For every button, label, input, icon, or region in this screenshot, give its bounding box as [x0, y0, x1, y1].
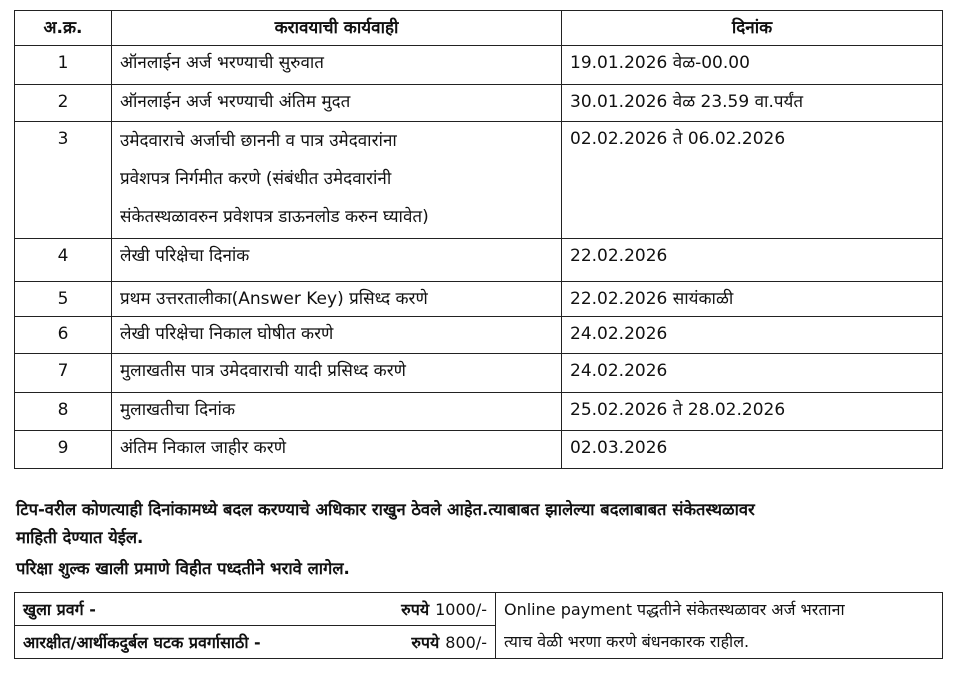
schedule-header-row — [15, 11, 943, 46]
row-number: 4 — [15, 239, 112, 282]
row-number: 7 — [15, 354, 112, 393]
fee-category-label: खुला प्रवर्ग - — [23, 600, 96, 619]
row-date: 30.01.2026 वेळ 23.59 वा.पर्यंत — [562, 85, 943, 122]
payment-line: त्याच वेळी भरणा करणे बंधनकारक राहील. — [504, 631, 750, 651]
row-number: 8 — [15, 393, 112, 431]
row-action: मुलाखतीस पात्र उमेदवाराची यादी प्रसिध्द करणे — [112, 354, 562, 393]
header-action: करावयाची कार्यवाही — [112, 11, 562, 46]
row-action: प्रथम उत्तरतालीका(Answer Key) प्रसिध्द करणे — [112, 282, 562, 317]
schedule-table — [14, 10, 943, 469]
row-action: लेखी परिक्षेचा निकाल घोषीत करणे — [112, 317, 562, 354]
table-row — [15, 317, 943, 354]
row-number: 5 — [15, 282, 112, 317]
table-row — [15, 282, 943, 317]
row-number: 1 — [15, 46, 112, 85]
fee-row — [15, 593, 943, 626]
row-action: लेखी परिक्षेचा दिनांक — [112, 239, 562, 282]
fee-category-general — [15, 593, 496, 626]
table-row — [15, 46, 943, 85]
fee-amount: 800/- — [445, 633, 487, 652]
row-action: ऑनलाईन अर्ज भरण्याची अंतिम मुदत — [112, 85, 562, 122]
header-date: दिनांक — [562, 11, 943, 46]
row-date: 22.02.2026 सायंकाळी — [562, 282, 943, 317]
header-serial: अ.क्र. — [15, 11, 112, 46]
row-date: 24.02.2026 — [562, 354, 943, 393]
note-line-2: माहिती देण्यात येईल. — [16, 528, 144, 547]
fee-amount: 1000/- — [435, 600, 487, 619]
table-row — [15, 393, 943, 431]
row-action: अंतिम निकाल जाहीर करणे — [112, 431, 562, 469]
row-action — [112, 122, 562, 239]
note-line-1: टिप-वरील कोणत्याही दिनांकामध्ये बदल करण्याचे अधिकार राखुन ठेवले आहेत.त्याबाबत झालेल्या बदलाबाबत संकेतस्थळावर — [16, 500, 755, 519]
payment-line: Online payment पद्धतीने संकेतस्थळावर अर्ज भरताना — [504, 599, 845, 619]
table-row — [15, 239, 943, 282]
fee-category-label: आरक्षीत/आर्थीकदुर्बल घटक प्रवर्गासाठी - — [23, 633, 261, 652]
row-action: ऑनलाईन अर्ज भरण्याची सुरुवात — [112, 46, 562, 85]
fee-currency: रुपये — [411, 633, 440, 652]
fee-currency: रुपये — [401, 600, 430, 619]
row-action-line: प्रवेशपत्र निर्गमीत करणे (संबंधीत उमेदवारांनी — [120, 169, 392, 189]
row-date: 02.02.2026 ते 06.02.2026 — [562, 122, 943, 239]
table-row — [15, 354, 943, 393]
fee-category-reserved — [15, 626, 496, 659]
row-number: 3 — [15, 122, 112, 239]
row-action-line: उमेदवाराचे अर्जाची छाननी व पात्र उमेदवारांना — [120, 131, 397, 151]
row-number: 9 — [15, 431, 112, 469]
row-number: 6 — [15, 317, 112, 354]
row-action: मुलाखतीचा दिनांक — [112, 393, 562, 431]
row-date: 25.02.2026 ते 28.02.2026 — [562, 393, 943, 431]
row-date: 24.02.2026 — [562, 317, 943, 354]
table-row — [15, 122, 943, 239]
row-date: 19.01.2026 वेळ-00.00 — [562, 46, 943, 85]
fee-table — [14, 592, 943, 659]
fee-intro: परिक्षा शुल्क खाली प्रमाणे विहीत पध्दतीने भरावे लागेल. — [16, 559, 350, 578]
payment-instructions — [496, 593, 943, 659]
row-date: 02.03.2026 — [562, 431, 943, 469]
row-number: 2 — [15, 85, 112, 122]
table-row — [15, 431, 943, 469]
table-row — [15, 85, 943, 122]
row-action-line: संकेतस्थळावरुन प्रवेशपत्र डाऊनलोड करुन घ्यावेत) — [120, 207, 429, 227]
row-date: 22.02.2026 — [562, 239, 943, 282]
